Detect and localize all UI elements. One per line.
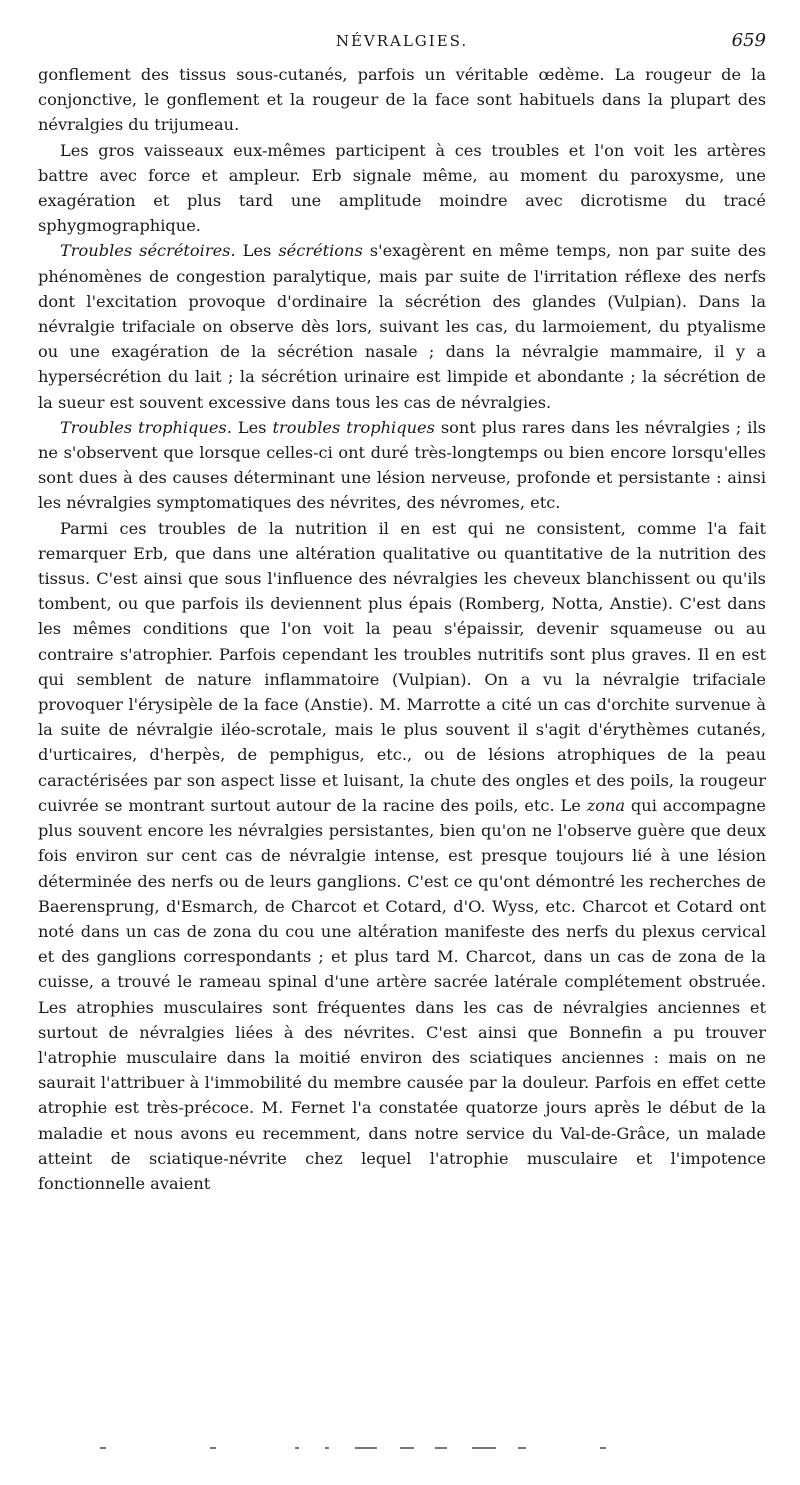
term-troubles-trophiques: troubles trophiques (272, 417, 435, 437)
paragraph-1: gonflement des tissus sous-cutanés, parfois un véritable œdème. La rougeur de la conjonctive, le gonflement et la rougeur de la face sont habituels dans la plupart des névralgies du trijumeau. (38, 65, 766, 135)
term-zona: zona (586, 795, 626, 815)
section-heading-trophic: Troubles trophiques. (60, 417, 232, 437)
running-title: NÉVRALGIES. (335, 32, 469, 50)
paragraph-4 (38, 415, 766, 516)
paragraph-5-text-a: Parmi ces troubles de la nutrition il en est qui ne consistent, comme l'a fait remarquer Erb, que dans une altération qualitative ou quantitative de la nutrition des tissus. C'est ainsi que sous l'influence des névralgies les cheveux blanchissent ou qu'ils tombent, ou que parfois ils deviennent plus épais (Romberg, Notta, Anstie). C'est dans les mêmes conditions que l'on voit la peau s'épaissir, devenir squameuse ou au contraire s'atrophier. Parfois cependant les troubles nutritifs sont plus graves. Il en est qui semblent de nature inflammatoire (Vulpian). On a vu la névralgie trifaciale provoquer l'érysipèle de la face (Anstie). M. Marrotte a cité un cas d'orchite survenue à la suite de névralgie iléo-scrotale, mais le plus souvent il s'agit d'érythèmes cutanés, d'urticaires, d'herpès, de pemphigus, etc., ou de lésions atrophiques de la peau caractérisées par son aspect lisse et luisant, la chute des ongles et des poils, la rougeur cuivrée se montrant surtout autour de la racine des poils, etc. Le (38, 518, 766, 815)
body-text (38, 62, 766, 1196)
paragraph-3-text-a: Les (235, 241, 279, 261)
footer-mark (355, 1447, 377, 1449)
footer-mark (100, 1447, 106, 1449)
paragraph-2: Les gros vaisseaux eux-mêmes participent à ces troubles et l'on voit les artères battre avec force et ampleur. Erb signale même, au moment du paroxysme, une exagération et plus tard une amplitude moindre avec dicrotisme du tracé sphygmographique. (38, 140, 766, 236)
paragraph-3-text-b: s'exagèrent en même temps, non par suite des phénomènes de congestion paralytique, mais par suite de l'irritation réflexe des nerfs dont l'excitation provoque d'ordinaire la sécrétion des glandes (Vulpian). Dans la névralgie trifaciale on observe dès lors, suivant les cas, du larmoiement, du ptyalisme ou une exagération de la sécrétion nasale ; dans la névralgie mammaire, il y a hypersécrétion du lait ; la sécrétion urinaire est limpide et abondante ; la sécrétion de la sueur est souvent excessive dans tous les cas de névralgies. (38, 241, 767, 412)
footer-mark (400, 1447, 414, 1449)
paragraph-3 (38, 238, 766, 414)
section-heading-secretory: Troubles sécrétoires. (60, 241, 236, 261)
paragraph-5-text-b: qui accompagne plus souvent encore les névralgies persistantes, bien qu'on ne l'observe guère que deux fois environ sur cent cas de névralgie intense, est presque toujours lié à une lésion déterminée des nerfs ou de leurs ganglions. C'est ce qu'ont démontré les recherches de Baerensprung, d'Esmarch, de Charcot et Cotard, d'O. Wyss, etc. Charcot et Cotard ont noté dans un cas de zona du cou une altération manifeste des nerfs du plexus cervical et des ganglions correspondants ; et plus tard M. Charcot, dans un cas de zona de la cuisse, a trouvé le rameau spinal d'une artère sacrée latérale complétement obstruée. Les atrophies musculaires sont fréquentes dans les cas de névralgies anciennes et surtout de névralgies liées à des névrites. C'est ainsi que Bonnefin a pu trouver l'atrophie musculaire dans la moitié environ des sciatiques anciennes : mais on ne saurait l'attribuer à l'immobilité du membre causée par la douleur. Parfois en effet cette atrophie est très-précoce. M. Fernet l'a constatée quatorze jours après le début de la maladie et nous avons eu recemment, dans notre service du Val-de-Grâce, un malade atteint de sciatique-névrite chez lequel l'atrophie musculaire et l'impotence fonctionnelle avaient (38, 795, 767, 1193)
footer-mark (295, 1447, 299, 1449)
paragraph-5 (38, 516, 766, 1196)
paragraph-4-text-a: Les (231, 417, 273, 437)
footer-mark (435, 1447, 447, 1449)
footer-rule-marks (100, 1446, 720, 1450)
footer-mark (600, 1447, 606, 1449)
book-page (38, 28, 766, 1196)
term-secretions: sécrétions (278, 241, 363, 261)
running-head (38, 28, 766, 62)
footer-mark (472, 1447, 496, 1449)
footer-mark (325, 1447, 329, 1449)
footer-mark (518, 1447, 526, 1449)
footer-mark (210, 1447, 216, 1449)
paragraph-4-text-b: sont plus rares dans les névralgies ; ils ne s'observent que lorsque celles-ci ont duré très-longtemps ou bien encore lorsqu'elles sont dues à des causes déterminant une lésion nerveuse, profonde et persistante : ainsi les névralgies symptomatiques des névrites, des névromes, etc. (38, 417, 766, 513)
page-number: 659 (731, 30, 766, 51)
